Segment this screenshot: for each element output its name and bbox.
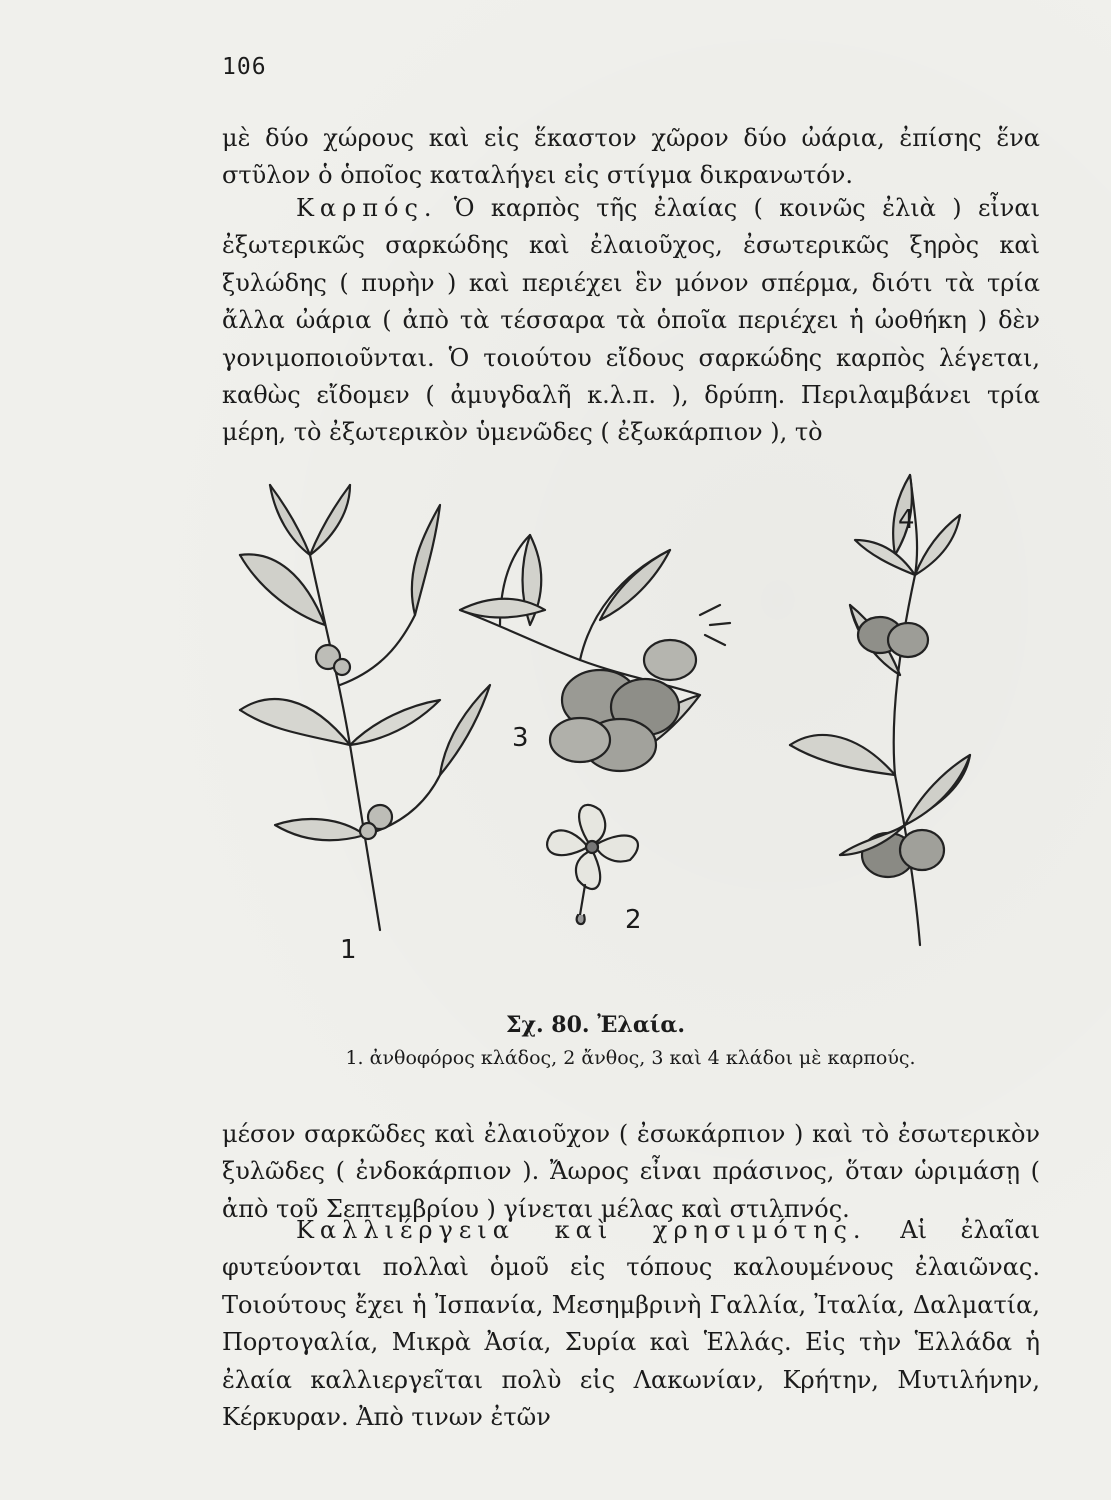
section-heading-cultivation: Καλλιέργεια καὶ χρησιμότης. [296,1216,867,1244]
paragraph-flower-description: μὲ δύο χώρους καὶ εἰς ἕκαστον χῶρον δύο ὠάρια, ἐπίσης ἕνα στῦλον ὁ ὁποῖος καταλήγει εἰς στίγμα δικρανωτόν. [222,124,1040,190]
figure-caption-text: 1. ἀνθοφόρος κλάδος, 2 ἄνθος, 3 καὶ 4 κλάδοι μὲ καρπούς. [345,1047,916,1069]
paragraph-cultivation-text: Αἱ ἐλαῖαι φυτεύονται πολλαὶ ὁμοῦ εἰς τόπους καλουμένους ἐλαιῶνας. Τοιούτους ἔχει ἡ Ἰσπανία, Μεσημβρινὴ Γαλλία, Ἰταλία, Δαλματία, Πορτογαλία, Μικρὰ Ἀσία, Συρία καὶ Ἑλλάς. Εἰς τὴν Ἑλλάδα ἡ ἐλαία καλλιεργεῖται πολὺ εἰς Λακωνίαν, Κρήτην, Μυτιλήνην, Κέρκυραν. Ἀπὸ τινων ἐτῶν [222,1216,1040,1432]
paragraph-fruit-text: Ὁ καρπὸς τῆς ἐλαίας ( κοινῶς ἐλιὰ ) εἶναι ἐξωτερικῶς σαρκώδης καὶ ἐλαιοῦχος, ἐσωτερικῶς ξηρὸς καὶ ξυλώδης ( πυρὴν ) καὶ περιέχει ἓν μόνον σπέρμα, διότι τὰ τρία ἄλλα ὠάρια ( ἀπὸ τὰ τέσσαρα τὰ ὁποῖα περιέχει ἡ ὠοθήκη ) δὲν γονιμοποιοῦνται. Ὁ τοιούτου εἴδους σαρκώδης καρπὸς λέγεται, καθὼς εἴδομεν ( ἀμυγδαλῆ κ.λ.π. ), δρύπη. Περιλαμβάνει τρία μέρη, τὸ ἐξωτερικὸν ὑμενῶδες ( ἐξωκάρπιον ), τὸ [222,194,1040,447]
figure-caption-title: Σχ. 80. Ἐλαία. [505,1012,686,1038]
olive-drawing [200,445,980,980]
page-number: 106 [222,54,267,80]
figure-label-3: 3 [512,723,529,753]
figure-label-1: 1 [340,935,357,965]
paragraph-cultivation [222,1212,1040,1436]
figure-label-2: 2 [625,905,642,935]
paragraph-fruit-continued: μέσον σαρκῶδες καὶ ἐλαιοῦχον ( ἐσωκάρπιον ) καὶ τὸ ἐσωτερικὸν ξυλῶδες ( ἐνδοκάρπιον ). Ἄωρος εἶναι πράσινος, ὅταν ὡριμάσῃ ( ἀπὸ τοῦ Σεπτεμβρίου ) γίνεται μέλας καὶ στιλπνός. [222,1120,1040,1223]
olive-illustration [200,445,980,980]
figure-label-4: 4 [898,505,915,535]
paragraph-fruit [222,190,1040,452]
section-heading-fruit: Καρπός. [296,194,438,222]
